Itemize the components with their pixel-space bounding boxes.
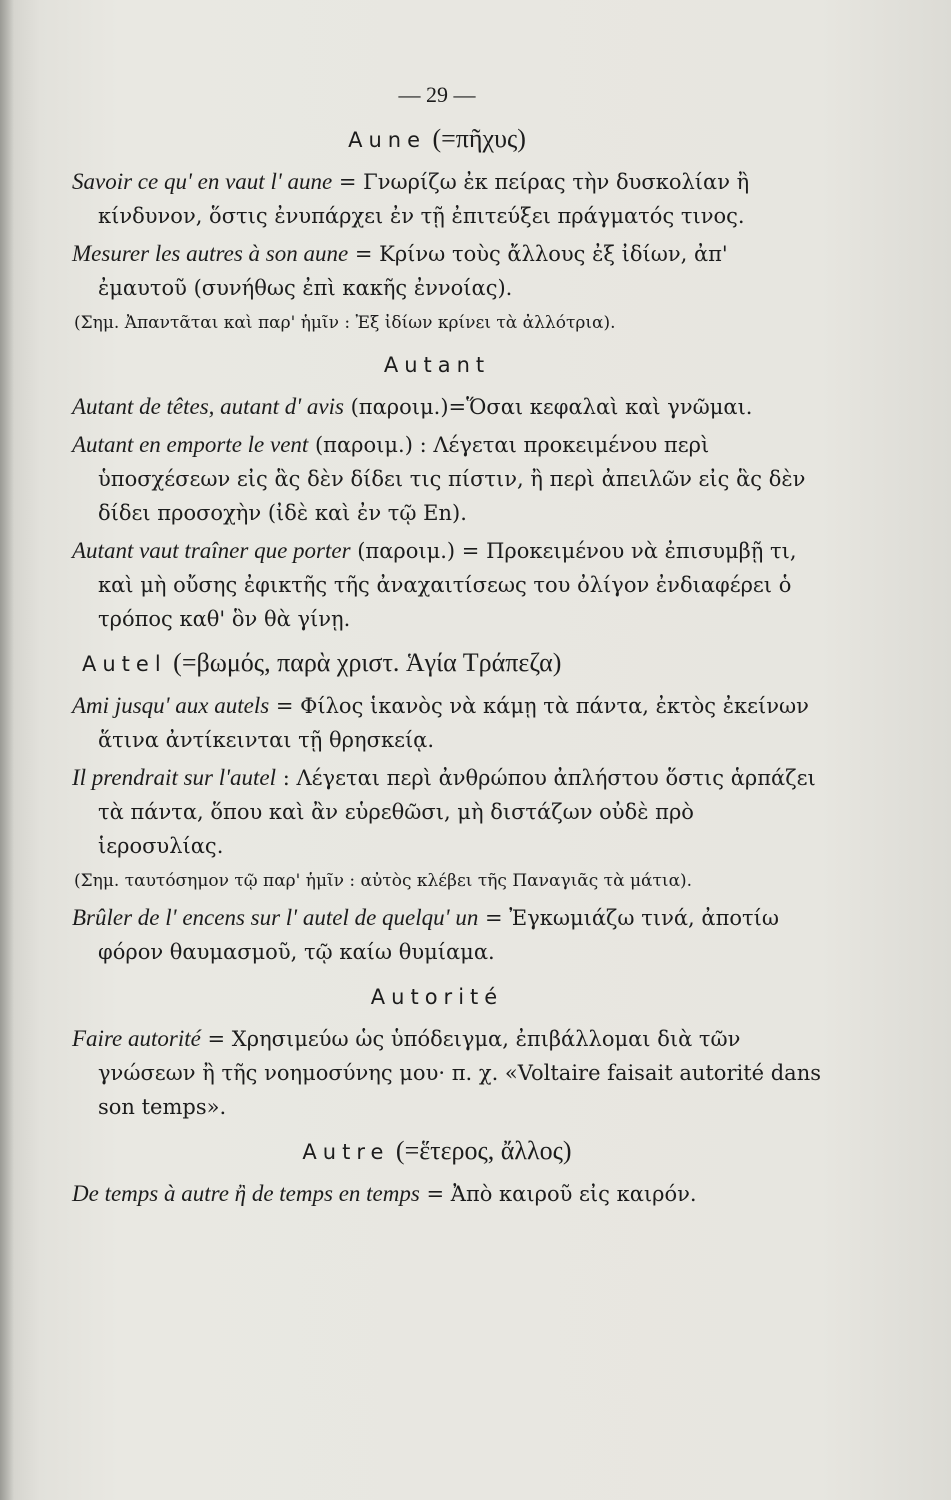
binding-shadow (0, 0, 14, 1500)
heading-word: Autre (302, 1140, 390, 1164)
note: (Σημ. ταυτόσημον τῷ παρ' ἡμῖν : αὐτὸς κλέβει τῆς Παναγιᾶς τὰ μάτια). (74, 871, 693, 891)
french-phrase: Faire autorité (72, 1026, 201, 1051)
greek-definition: = Κρίνω τοὺς ἄλλους ἐξ ἰδίων, ἀπ' ἐμαυτοῦ (συνήθως ἐπὶ κακῆς ἐννοίας). (98, 242, 728, 300)
greek-definition: (παροιμ.) : Λέγεται προκειμένου περὶ ὑποσχέσεων εἰς ἃς δὲν δίδει τις πίστιν, ἢ περὶ ἀπειλῶν εἰς ἃς δὲν δίδει προσοχὴν (ἰδὲ καὶ ἐν τῷ En). (98, 433, 806, 525)
entry (52, 534, 822, 636)
greek-definition: = Γνωρίζω ἐκ πείρας τὴν δυσκολίαν ἢ κίνδυνον, ὅστις ἐνυπάρχει ἐν τῇ ἐπιτεύξει πράγματός τινος. (98, 170, 750, 228)
greek-definition: = Ἀπὸ καιροῦ εἰς καιρόν. (419, 1182, 697, 1206)
heading-word: Autel (82, 652, 167, 676)
note: (Σημ. Ἀπαντᾶται καὶ παρ' ἡμῖν : Ἐξ ἰδίων κρίνει τὰ ἀλλότρια). (74, 313, 616, 333)
french-phrase: Il prendrait sur l'autel (72, 765, 277, 790)
entry (52, 1022, 822, 1124)
heading-gloss: (=βωμός, παρὰ χριστ. Ἁγία Τράπεζα) (173, 648, 562, 677)
heading-gloss: (=πῆχυς) (432, 124, 526, 153)
greek-definition: (παροιμ.) = Προκειμένου νὰ ἐπισυμβῇ τι, καὶ μὴ οὔσης ἐφικτῆς τῆς ἀναχαιτίσεως του ὀλίγον ἐνδιαφέρει ὁ τρόπος καθ' ὃν θὰ γίνῃ. (98, 539, 797, 631)
section-heading-autorite (52, 979, 822, 1014)
french-phrase: Autant en emporte le vent (72, 432, 309, 457)
entry (52, 428, 822, 530)
page-content (52, 78, 822, 1215)
page-number: — 29 — (398, 82, 476, 107)
french-phrase: Autant de têtes, autant d' avis (72, 394, 344, 419)
greek-definition: (παροιμ.)=Ὅσαι κεφαλαὶ καὶ γνῶμαι. (343, 395, 753, 419)
heading-word: Aune (348, 128, 426, 152)
french-phrase: Brûler de l' encens sur l' autel de quelqu' un (72, 905, 479, 930)
section-heading-autel (52, 646, 822, 681)
french-phrase: Ami jusqu' aux autels (72, 693, 270, 718)
entry (52, 1177, 822, 1211)
french-phrase: Mesurer les autres à son aune (72, 241, 349, 266)
entry (52, 761, 822, 863)
french-phrase: Savoir ce qu' en vaut l' aune (72, 169, 333, 194)
heading-word: Autorité (370, 985, 504, 1009)
greek-definition: = Φίλος ἱκανὸς νὰ κάμῃ τὰ πάντα, ἐκτὸς ἐκείνων ἅτινα ἀντίκεινται τῇ θρησκείᾳ. (98, 694, 809, 752)
greek-definition: = Ἐγκωμιάζω τινά, ἀποτίω φόρον θαυμασμοῦ, τῷ καίω θυμίαμα. (98, 906, 779, 964)
french-phrase: Autant vaut traîner que porter (72, 538, 351, 563)
heading-word: Autant (383, 353, 491, 377)
entry (52, 901, 822, 969)
heading-gloss: (=ἕτερος, ἄλλος) (395, 1136, 572, 1165)
section-heading-aune (52, 122, 822, 157)
entry (52, 689, 822, 757)
greek-definition: = Χρησιμεύω ὡς ὑπόδειγμα, ἐπιβάλλομαι διὰ τῶν γνώσεων ἢ τῆς νοημοσύνης μου· π. χ. «Voltaire faisait autorité dans son temps». (98, 1027, 822, 1119)
entry (52, 165, 822, 233)
entry (52, 237, 822, 305)
section-heading-autant (52, 347, 822, 382)
greek-definition: : Λέγεται περὶ ἀνθρώπου ἀπλήστου ὅστις ἁρπάζει τὰ πάντα, ὅπου καὶ ἂν εὑρεθῶσι, μὴ διστάζων οὐδὲ πρὸ ἱεροσυλίας. (98, 766, 816, 858)
french-phrase: De temps à autre ἢ de temps en temps (72, 1181, 420, 1206)
section-heading-autre (52, 1134, 822, 1169)
entry (52, 390, 822, 424)
